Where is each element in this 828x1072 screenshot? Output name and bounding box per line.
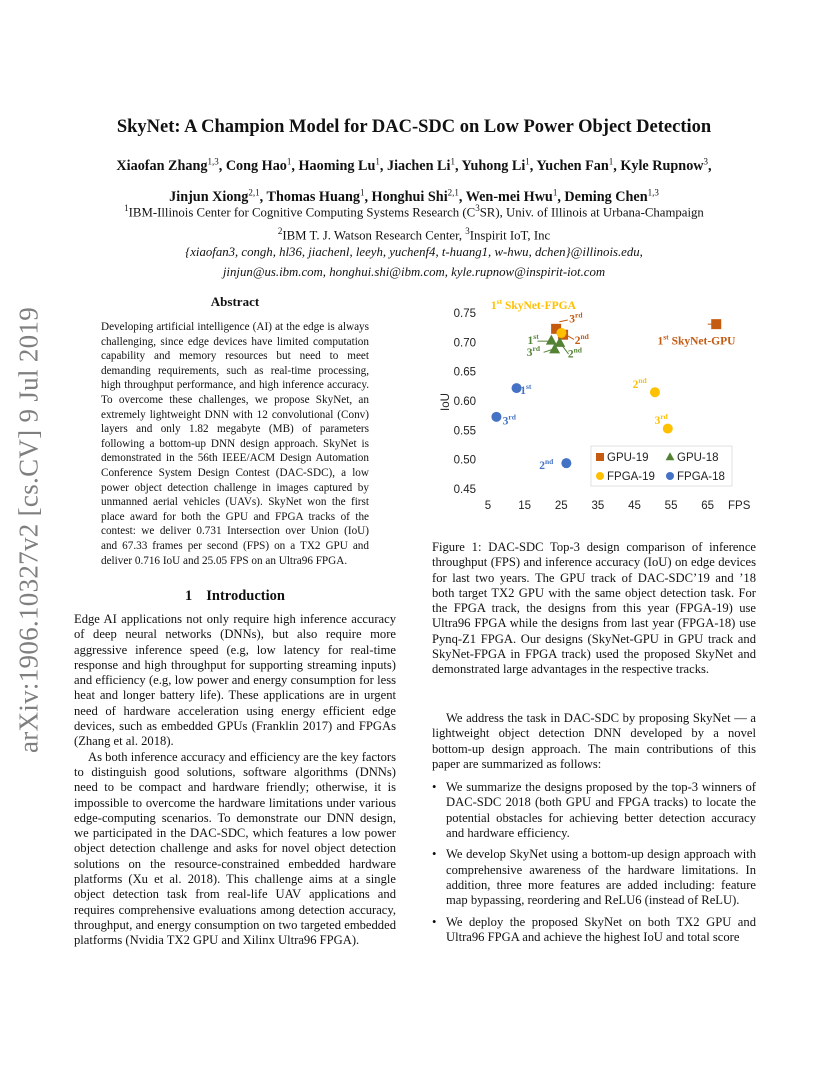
scatter-plot bbox=[432, 296, 762, 510]
contributions-intro: We address the task in DAC-SDC by proposing SkyNet — a lightweight object detection DNN developed by a novel bottom-up design approach. The main contributions of this paper are summarized as follows: bbox=[432, 711, 756, 771]
y-axis-label: IoU bbox=[440, 393, 452, 411]
figure-1-chart bbox=[432, 296, 762, 510]
annotation-label: 1st SkyNet-FPGA bbox=[490, 296, 576, 312]
data-point-fpga-18 bbox=[491, 412, 501, 422]
author-name: Yuhong Li$^1$, bbox=[461, 156, 537, 174]
affiliation-line-2: $^2$IBM T. J. Watson Research Center, $^3$Inspirit IoT, Inc bbox=[277, 226, 551, 243]
annotation-label: 1st SkyNet-GPU bbox=[657, 332, 736, 348]
author-name: Jiachen Li$^1$, bbox=[386, 156, 462, 174]
annotation-label: 2nd bbox=[632, 376, 647, 392]
contributions-list bbox=[432, 780, 756, 945]
x-tick-label: 55 bbox=[664, 500, 678, 510]
section-heading-introduction bbox=[74, 588, 396, 605]
bullet-icon: • bbox=[432, 780, 437, 795]
figure-1-caption: Figure 1: DAC-SDC Top-3 design comparison of inference throughput (FPS) and inference accuracy (IoU) on edge devices for last two years. The GPU track of DAC-SDC’19 and ’18 both target TX2 GPU with the same object detection task. For the FPGA track, the designs from this year (FPGA-19) use Ultra96 FPGA while the designs from last year (FPGA-18) use Pynq-Z1 FPGA. Our designs (SkyNet-GPU in GPU track and SkyNet-FPGA in FPGA track) used the proposed SkyNet and demonstrated large advantages in the respective tracks. bbox=[432, 540, 756, 677]
abstract-heading: Abstract bbox=[210, 294, 260, 309]
author-name: Xiaofan Zhang$^{1,3}$, bbox=[116, 156, 226, 174]
author-emails bbox=[40, 242, 788, 282]
annotation-label: 1st bbox=[520, 381, 532, 397]
annotation-label: 3rd bbox=[569, 310, 583, 326]
annotation-label: 2nd bbox=[567, 345, 582, 361]
arxiv-stamp bbox=[6, 300, 52, 760]
y-tick-label: 0.70 bbox=[453, 337, 476, 350]
legend-label-gpu-19: GPU-19 bbox=[607, 452, 649, 464]
annotation-label: 3rd bbox=[502, 412, 516, 428]
author-name: Haoming Lu$^1$, bbox=[298, 156, 387, 174]
bullet-icon: • bbox=[432, 847, 437, 862]
x-tick-label: 15 bbox=[518, 500, 532, 510]
section-number: 1 bbox=[185, 588, 193, 604]
author-name: Yuchen Fan$^1$, bbox=[536, 156, 621, 174]
y-tick-label: 0.55 bbox=[453, 425, 476, 438]
data-point-fpga-19 bbox=[663, 424, 673, 434]
paper-title: SkyNet: A Champion Model for DAC-SDC on Low Power Object Detection bbox=[116, 117, 712, 137]
legend-marker-gpu-19 bbox=[596, 453, 604, 461]
data-point-fpga-19 bbox=[650, 387, 660, 397]
author-name: Wen-mei Hwu$^1$, bbox=[465, 187, 565, 206]
list-item: • We summarize the designs proposed by the top-3 winners of DAC-SDC 2018 (both GPU and FPGA tracks) to locate the potential obstacles for achieving better detection accuracy and hardware efficiency. bbox=[432, 780, 756, 841]
y-tick-label: 0.75 bbox=[453, 308, 476, 320]
list-item: • We deploy the proposed SkyNet on both TX2 GPU and Ultra96 FPGA and achieve the highest IoU and total score bbox=[432, 914, 756, 944]
annotation-label: 1st bbox=[527, 332, 539, 348]
x-tick-label: 25 bbox=[554, 500, 568, 510]
data-point-fpga-19 bbox=[556, 328, 566, 338]
annotation-label: 2nd bbox=[539, 457, 554, 473]
legend-marker-fpga-19 bbox=[596, 472, 604, 480]
author-name: Cong Hao$^1$, bbox=[225, 156, 299, 174]
arxiv-stamp-text: arXiv:1906.10327v2 [cs.CV] 9 Jul 2019 bbox=[13, 306, 44, 754]
x-tick-label: 45 bbox=[628, 500, 641, 510]
y-tick-label: 0.60 bbox=[453, 396, 476, 408]
intro-body bbox=[74, 612, 396, 949]
affiliations bbox=[40, 199, 788, 246]
x-tick-label: 35 bbox=[591, 500, 605, 510]
right-column-body bbox=[432, 711, 756, 951]
y-tick-label: 0.50 bbox=[453, 454, 476, 467]
y-tick-label: 0.65 bbox=[453, 366, 476, 379]
author-name: Thomas Huang$^1$, bbox=[266, 187, 372, 206]
email-line-2: jinjun@us.ibm.com, honghui.shi@ibm.com, kyle.rupnow@inspirit-iot.com bbox=[222, 265, 606, 279]
annotation-leader-line bbox=[559, 320, 567, 322]
affiliation-line-1: $^1$IBM-Illinois Center for Cognitive Computing Systems Research $(C^3SR)$, Univ. of Illinois at Urbana-Champaign bbox=[124, 203, 704, 220]
abstract-text: Developing artificial intelligence (AI) at the edge is always challenging, since edge devices have limited computation capability and memory resources but need to meet demanding requirements, such as real-time processing, high throughput performance, and high inference accuracy. To overcome these challenges, we propose SkyNet, an extremely lightweight DNN with 12 convolutional (Conv) layers and only 1.82 megabyte (MB) of parameters following a bottom-up DNN design approach. SkyNet is demonstrated in the 56th IEEE/ACM Design Automation Conference System Design Contest (DAC-SDC), a low power object detection challenge in images captured by unmanned aerial vehicles (UAVs). SkyNet won the first place award for both the GPU and FPGA tracks of the contest: we deliver 0.731 Intersection over Union (IoU) and 67.33 frames per second (FPS) on a TX2 GPU and deliver 0.716 IoU and 25.05 FPS on an Ultra96 FPGA. bbox=[101, 321, 369, 567]
author-name: Jinjun Xiong$^{2,1}$, bbox=[169, 187, 267, 206]
data-point-gpu-18 bbox=[546, 335, 557, 345]
annotation-label: 2nd bbox=[574, 332, 589, 348]
legend-marker-fpga-18 bbox=[666, 472, 674, 480]
x-axis-label: FPS bbox=[728, 500, 751, 510]
y-tick-label: 0.45 bbox=[453, 484, 476, 496]
legend-label-fpga-19: FPGA-19 bbox=[607, 471, 655, 483]
legend-label-gpu-18: GPU-18 bbox=[677, 452, 719, 464]
annotation-label: 3rd bbox=[654, 411, 668, 427]
intro-paragraph-1: Edge AI applications not only require high inference accuracy of deep neural networks (DNNs), but also require more aggressive inference speed (e.g, low latency for real-time response and high throughput for supporting streaming inputs) and efficiency (e.g, low power and energy consumption for less heat and longer battery life). These applications are in urgent need of hardware acceleration using energy efficient edge devices, such as embedded GPUs (Franklin 2017) and FPGAs (Zhang et al. 2018). bbox=[74, 612, 396, 749]
data-point-fpga-18 bbox=[561, 458, 571, 468]
x-tick-label: 5 bbox=[484, 500, 492, 510]
email-line-1: {xiaofan3, congh, hl36, jiachenl, leeyh, yuchenf4, t-huang1, w-hwu, dchen}@illinois.edu, bbox=[185, 245, 643, 259]
intro-paragraph-2: As both inference accuracy and efficiency are the key factors to distinguish good solutions, software algorithms (DNNs) need to be compact and hardware friendly; otherwise, it is impossible to overcome the hardware limitations under various edge-computing scenarios. To demonstrate our DNN design, we participated in the DAC-SDC, which features a low power object detection challenge and asks for novel object detection solutions on the resource-constrained embedded hardware platforms (Xu et al. 2018). This challenge aims at a single object detection task from real-life UAV applications and requires comprehensive evaluations among detection accuracy, throughput, and energy consumption on two targeted embedded platforms (Nvidia TX2 GPU and Xilinx Ultra96 FPGA). bbox=[74, 749, 396, 948]
bullet-icon: • bbox=[432, 914, 437, 929]
author-name: Honghui Shi$^{2,1}$, bbox=[371, 187, 466, 206]
legend-label-fpga-18: FPGA-18 bbox=[677, 471, 725, 483]
annotation-label: 3rd bbox=[526, 343, 541, 359]
list-item: • We develop SkyNet using a bottom-up design approach with comprehensive awareness of the hardware limitations. In addition, three more features are added including: feature map bypassing, reordering and ReLU6 (instead of ReLU). bbox=[432, 847, 756, 908]
x-tick-label: 65 bbox=[701, 500, 715, 510]
section-title: Introduction bbox=[206, 588, 285, 604]
author-name: Kyle Rupnow$^3$, bbox=[620, 156, 712, 174]
author-name: Deming Chen$^{1,3}$ bbox=[564, 187, 659, 206]
